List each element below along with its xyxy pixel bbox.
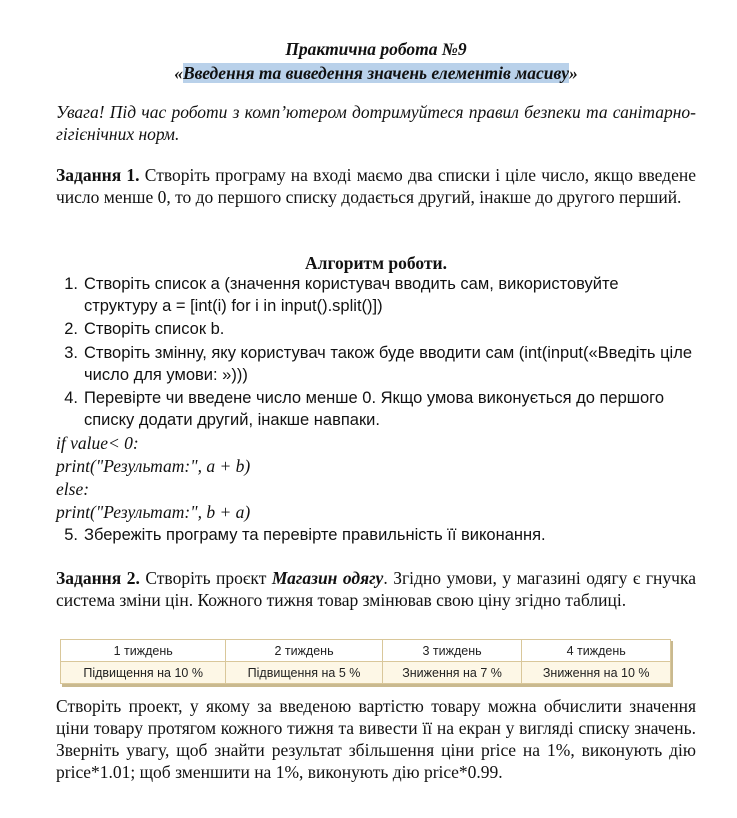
step-number: 5.: [64, 526, 78, 544]
task-2-project-name: Магазин одягу: [271, 568, 384, 588]
code-line: print("Результат:", b + a): [56, 502, 251, 522]
table-header-cell: 1 тиждень: [61, 640, 226, 662]
safety-warning: Увага! Під час роботи з комп’ютером дотримуйтеся правил безпеки та санітарно-гігієнічних норм.: [56, 102, 696, 144]
table-cell: Підвищення на 5 %: [226, 662, 382, 684]
step-text: Перевірте чи введене число менше 0. Якщо умова виконується до першого списку додати другий, інакше навпаки.: [84, 389, 665, 429]
code-line: if value< 0:: [56, 433, 139, 453]
step-text: Створіть список a (значення користувач вводить сам, використовуйте структуру a = [int(i) for i in input().split()]): [84, 275, 619, 315]
step-text: Створіть список b.: [84, 320, 225, 338]
table-header-cell: 3 тиждень: [382, 640, 522, 662]
title-open-quote: «: [174, 63, 183, 83]
step-number: 2.: [64, 320, 78, 338]
task-1-label: Задання 1.: [56, 165, 140, 185]
code-line: print("Результат:", a + b): [56, 456, 251, 476]
task-2-label: Задання 2.: [56, 568, 140, 588]
step-text: Збережіть програму та перевірте правильність її виконання.: [84, 526, 546, 544]
price-change-table: [60, 639, 671, 684]
task-1-paragraph: [56, 164, 696, 208]
table-row: [61, 662, 671, 684]
table-header-cell: 4 тиждень: [522, 640, 671, 662]
document-title: [56, 37, 696, 85]
table-cell: Підвищення на 10 %: [61, 662, 226, 684]
title-close-quote: »: [569, 63, 578, 83]
title-line-2: [56, 61, 696, 85]
table-cell: Зниження на 7 %: [382, 662, 522, 684]
step-number: 1.: [64, 275, 78, 293]
step-number: 4.: [64, 389, 78, 407]
title-line-1: Практична робота №9: [285, 39, 467, 59]
task-1-text: Створіть програму на вході маємо два списки і ціле число, якщо введене число менше 0, то до першого списку додається другий, інакше до другого перший.: [56, 165, 696, 207]
task-2-text-before: Створіть проєкт: [139, 568, 272, 588]
title-highlighted-text: Введення та виведення значень елементів масиву: [182, 63, 570, 83]
code-line: else:: [56, 479, 90, 499]
step-text: Створіть змінну, яку користувач також буде вводити сам (int(input(«Введіть ціле число для умови: »))): [84, 344, 693, 384]
task-2-text-after: . Згідно умови, у магазині одягу є гнучка система зміни цін. Кожного тижня товар змінював свою ціну згідно таблиці.: [56, 568, 696, 610]
task-2-paragraph: [56, 567, 696, 611]
algorithm-heading: Алгоритм роботи.: [305, 253, 447, 273]
table-header-cell: 2 тиждень: [226, 640, 382, 662]
final-instructions: Створіть проект, у якому за введеною вартістю товару можна обчислити значення ціни товару протягом кожного тижня та вивести її на екран у вигляді списку значень. Зверніть увагу, щоб знайти результат збільшення ціни price на 1%, виконують дію price*1.01; щоб зменшити на 1%, виконують дію price*0.99.: [56, 696, 696, 782]
table-header-row: [61, 640, 671, 662]
step-number: 3.: [64, 344, 78, 362]
table-cell: Зниження на 10 %: [522, 662, 671, 684]
